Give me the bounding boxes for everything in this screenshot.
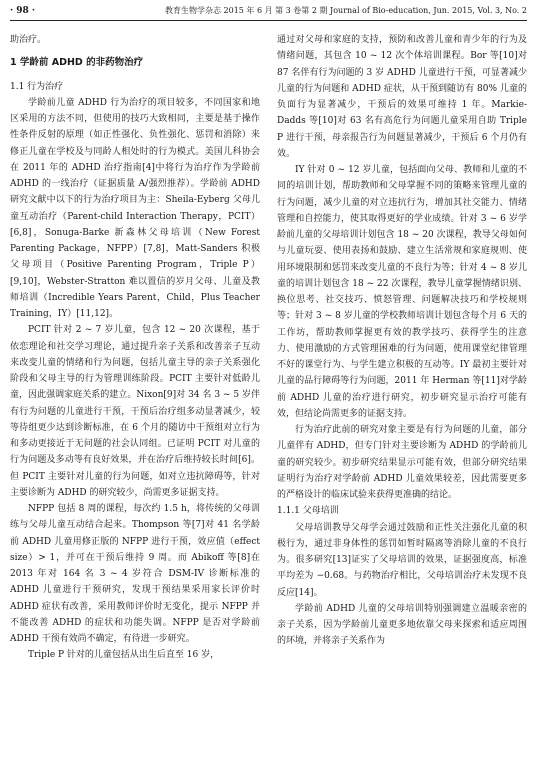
journal-citation: 教育生物学杂志 2015 年 6 月 第 3 卷第 2 期 Journal of Bio-education, Jun. 2015, Vol. 3, No. 2 <box>164 6 527 15</box>
paragraph-triple-p-cont: 通过对父母和家庭的支持，预防和改善儿童和青少年的行为及情绪问题，其包含 10 ~ 12 次个体培训课程。Bor 等[10]对 87 名伴有行为问题的 3 岁 ADHD 儿童进行干预，可显著减少儿童的行为问题和 ADHD 症状，从干预到随访有 80% 儿童的负面行为显著减少，干预后的效果可维持 1 年。Markie-Dadds 等[10]对 63 名有高危行为问题儿童采用自助 Triple P 进行干预，母亲报告行为问题显著减少，干预后 6 个月仍有效。 <box>277 35 527 159</box>
paragraph-behavior-summary: 行为治疗此前的研究对象主要是有行为问题的儿童，部分儿童伴有 ADHD，但专门针对主要诊断为 ADHD 的学龄前儿童的研究较少。初步研究结果显示可能有效，但部分研究结果证明行为治疗对学龄前 ADHD 儿童效果较差，因此需要更多的严格设计的临床试验来获得更准确的结论。 <box>277 425 527 500</box>
paragraph-parent-training: 父母培训教导父母学会通过鼓励和正性关注强化儿童的积极行为，通过非身体性的惩罚如暂时隔离等消除儿童的不良行为。很多研究[13]证实了父母培训的效果，证据强度高，标准平均差为 −0.68。与药物治疗相比，父母培训治疗未发现不良反应[14]。 <box>277 522 527 598</box>
page-number: · 98 · <box>10 6 36 16</box>
subsection-heading-parent-training: 1.1.1 父母培训 <box>277 506 339 517</box>
paragraph-iy: IY 针对 0 ~ 12 岁儿童，包括面向父母、教师和儿童的不同的培训计划，帮助教师和父母掌握不同的策略来管理儿童的行为问题，减少儿童的对立违抗行为，增加其社交能力、情绪管理和自控能力，使其取得更好的学业成绩。针对 3 ~ 6 岁学龄前儿童的父母培训计划包含 18 ~ 20 次课程，教导父母如何与儿童玩耍、使用表扬和鼓励、建立生活常规和家庭规则、使用环境限制和惩罚来改变儿童的不良行为等；针对 4 ~ 8 岁儿童的培训计划包含 18 ~ 22 次课程，教导儿童掌握情绪识别、换位思考、社交技巧、愤怒管理、问题解决技巧和学校规则等；针对 3 ~ 8 岁儿童的学校教师培训计划包含每个月 6 天的工作坊，帮助教师掌握更有效的教学技巧、获得学生的注意力、使用激励的方式管理困难的行为问题，使用课堂纪律管理不好的课堂行为、与学生建立积极的互动等。IY 最初主要针对儿童的品行障碍等行为问题，2011 年 Herman 等[11]对学龄前 ADHD 儿童的治疗进行研究，初步研究显示治疗可能有效，但结论尚需更多的证据支持。 <box>277 165 527 419</box>
continued-paragraph: 助治疗。 <box>10 35 47 45</box>
left-column <box>10 32 260 664</box>
running-header <box>10 4 527 18</box>
paragraph-preschool-parent-training: 学龄前 ADHD 儿童的父母培训特别强调建立温暖亲密的亲子关系，因为学龄前儿童更多地依靠父母来探索和适应周围的环境，并将亲子关系作为 <box>277 603 527 647</box>
paragraph-triple-p-start: Triple P 针对的儿童包括从出生后直至 16 岁， <box>28 650 220 661</box>
section-heading: 1 学龄前 ADHD 的非药物治疗 <box>10 57 144 69</box>
right-column <box>277 32 527 650</box>
paragraph-pcit: PCIT 针对 2 ~ 7 岁儿童，包含 12 ~ 20 次课程，基于依恋理论和社交学习理论，通过提升亲子关系和改善亲子互动来改变儿童的情绪和行为问题，包括儿童主导的亲子关系强化阶段和父母主导的行为管理训练阶段。PCIT 主要针对低龄儿童，因此强调家庭关系的建立。Nixon[9]对 34 名 3 ~ 5 岁伴有行为问题的儿童进行干预，干预后治疗组多动显著减少，较等待组更少达到诊断标准，在 6 个月的随访中干预组对立行为和多动更接近于无问题的社会认同组。已证明 PCIT 对儿童的行为问题及多动等有良好效果，并在治疗后维持较长时间[6]。但 PCIT 主要针对儿童的行为问题，如对立违抗障碍等，针对主要诊断为 ADHD 的研究较少，尚需更多证据支持。 <box>10 325 260 498</box>
paragraph-behavior-therapy-intro: 学龄前儿童 ADHD 行为治疗的项目较多，不同国家和地区采用的方法不同，但使用的技巧大致相同，主要是基于操作性条件反射的原理（如正性强化、负性强化、惩罚和消除）来修正儿童在学校及与同龄人相处时的行为模式。美国儿科协会在 2011 年的 ADHD 治疗指南[4]中将行为治疗作为学龄前 ADHD 的一线治疗（证据质量 A/强烈推荐）。学龄前 ADHD 研究文献中以下的行为治疗项目为主：Sheila-Eyberg 父母儿童互动治疗（Parent-child Interaction Therapy，PCIT）[6,8]，Sonuga-Barke 新森林父母培训（New Forest Parenting Package，NFPP）[7,8]，Matt-Sanders 积极父母项目（Positive Parenting Program，Triple P）[9,10]，Webster-Stratton 难以置信的岁月父母、儿童及教师培训（Incredible Years Parent，Child，Plus Teacher Training，IY）[11,12]。 <box>10 97 260 319</box>
subsection-heading-behavior-therapy: 1.1 行为治疗 <box>10 81 64 92</box>
header-rule <box>10 20 527 21</box>
paragraph-nfpp: NFPP 包括 8 周的课程，每次约 1.5 h，将传统的父母训练与父母儿童互动结合起来。Thompson 等[7]对 41 名学龄前 ADHD 儿童用修正版的 NFPP 进行干预，效应值（effect size）> 1，并可在干预后维持 9 周。而 Abikoff 等[8]在 2013 年对 164 名 3 ~ 4 岁符合 DSM-IV 诊断标准的 ADHD 儿童进行干预研究，发现干预结果采用家长评价时 ADHD 症状有改善，采用教师评价时无变化，提示 NFPP 并不能改善 ADHD 的症状和功能失调。NFPP 是否对学龄前 ADHD 干预有效尚不确定，有待进一步研究。 <box>10 504 260 644</box>
